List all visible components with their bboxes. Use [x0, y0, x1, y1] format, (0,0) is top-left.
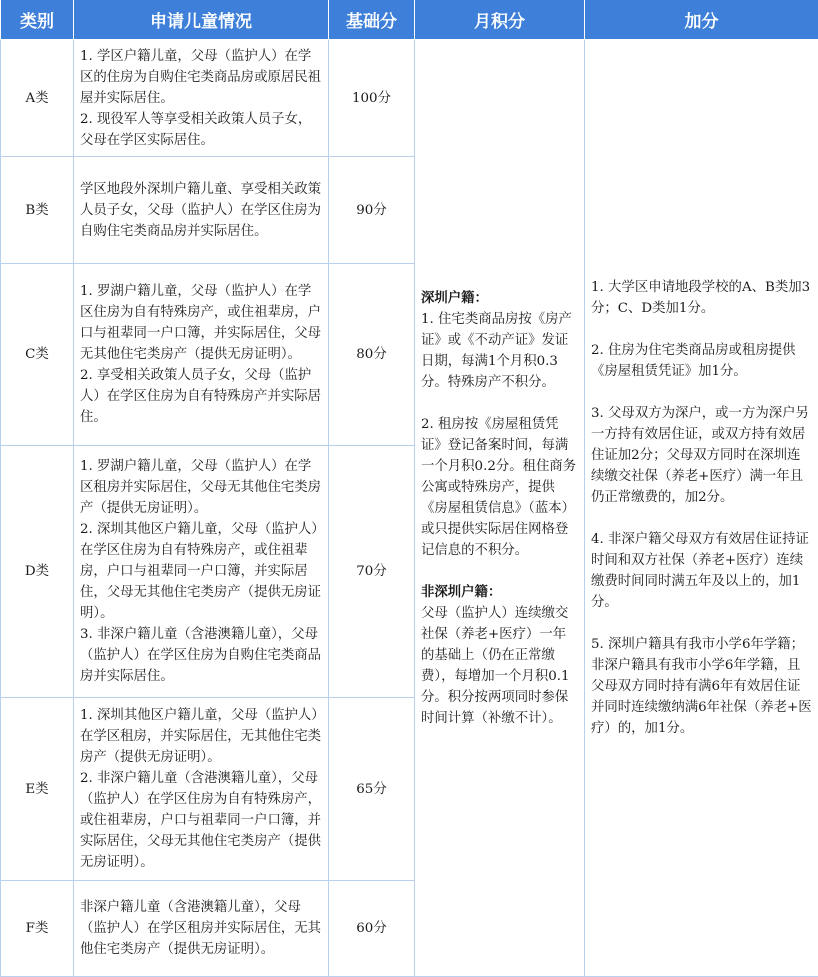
situation-cell: [74, 446, 329, 698]
situation-cell: [74, 157, 329, 264]
situation-cell: [74, 881, 329, 977]
bonus-item: 1. 大学区申请地段学校的A、B类加3分；C、D类加1分。: [591, 277, 812, 319]
header-row: [1, 0, 818, 40]
situation-item: 2. 深圳其他区户籍儿童，父母（监护人）在学区住房为自有特殊房产，或住祖辈房，户口与祖辈同一户口簿，并实际居住，父母无其他住宅类房产（提供无房证明）。: [80, 519, 322, 624]
situation-cell: [74, 698, 329, 881]
base-score-cell: 65分: [329, 698, 415, 881]
situation-item: 1. 罗湖户籍儿童，父母（监护人）在学区租房并实际居住，父母无其他住宅类房产（提供无房证明）。: [80, 456, 322, 519]
situation-item: 2. 享受相关政策人员子女，父母（监护人）在学区住房为自有特殊房产并实际居住。: [80, 365, 322, 428]
header-situation: 申请儿童情况: [74, 0, 329, 40]
base-score-cell: 100分: [329, 40, 415, 157]
header-category: 类别: [1, 0, 74, 40]
bonus-item: 5. 深圳户籍具有我市小学6年学籍；非深户籍具有我市小学6年学籍，且父母双方同时持有满6年有效居住证并同时连续缴纳满6年社保（养老+医疗）的，加1分。: [591, 634, 812, 739]
situation-item: 1. 深圳其他区户籍儿童，父母（监护人）在学区租房，并实际居住，无其他住宅类房产（提供无房证明）。: [80, 705, 322, 768]
situation-item: 2. 非深户籍儿童（含港澳籍儿童），父母（监护人）在学区住房为自有特殊房产，或住祖辈房，户口与祖辈同一户口簿，并实际居住，父母无其他住宅类房产（提供无房证明）。: [80, 768, 322, 873]
base-score-cell: 80分: [329, 264, 415, 446]
table-row: [1, 40, 818, 157]
shenzhen-title: 深圳户籍：: [421, 288, 578, 309]
situation-item: 学区地段外深圳户籍儿童、享受相关政策人员子女，父母（监护人）在学区住房为自购住宅类商品房并实际居住。: [80, 179, 322, 242]
situation-cell: [74, 264, 329, 446]
category-cell: B类: [1, 157, 74, 264]
header-bonus-points: 加分: [585, 0, 818, 40]
monthly-item: 1. 住宅类商品房按《房产证》或《不动产证》发证日期，每满1个月积0.3分。特殊房产不积分。: [421, 309, 578, 393]
category-cell: C类: [1, 264, 74, 446]
category-cell: F类: [1, 881, 74, 977]
situation-cell: [74, 40, 329, 157]
bonus-item: 3. 父母双方为深户，或一方为深户另一方持有效居住证，或双方持有效居住证加2分；父母双方同时在深圳连续缴交社保（养老+医疗）满一年且仍正常缴费的，加2分。: [591, 403, 812, 508]
non-shenzhen-title: 非深圳户籍：: [421, 582, 578, 603]
bonus-item: 2. 住房为住宅类商品房或租房提供《房屋租赁凭证》加1分。: [591, 340, 812, 382]
base-score-cell: 60分: [329, 881, 415, 977]
base-score-cell: 90分: [329, 157, 415, 264]
header-base-score: 基础分: [329, 0, 415, 40]
bonus-points-cell: [585, 40, 818, 977]
situation-item: 非深户籍儿童（含港澳籍儿童），父母（监护人）在学区租房并实际居住，无其他住宅类房产（提供无房证明）。: [80, 897, 322, 960]
header-monthly-points: 月积分: [415, 0, 585, 40]
situation-item: 2. 现役军人等享受相关政策人员子女，父母在学区实际居住。: [80, 109, 322, 151]
bonus-item: 4. 非深户籍父母双方有效居住证持证时间和双方社保（养老+医疗）连续缴费时间同时满五年及以上的，加1分。: [591, 529, 812, 613]
situation-item: 1. 罗湖户籍儿童，父母（监护人）在学区住房为自有特殊房产，或住祖辈房，户口与祖辈同一户口簿，并实际居住，父母无其他住宅类房产（提供无房证明）。: [80, 281, 322, 365]
category-cell: A类: [1, 40, 74, 157]
monthly-points-cell: [415, 40, 585, 977]
monthly-item: 父母（监护人）连续缴交社保（养老+医疗）一年的基础上（仍在正常缴费），每增加一个月积0.1分。积分按两项同时参保时间计算（补缴不计）。: [421, 603, 578, 729]
category-cell: E类: [1, 698, 74, 881]
monthly-item: 2. 租房按《房屋租赁凭证》登记备案时间，每满一个月积0.2分。租住商务公寓或特殊房产，提供《房屋租赁信息》（蓝本）或只提供实际居住网格登记信息的不积分。: [421, 414, 578, 561]
base-score-cell: 70分: [329, 446, 415, 698]
category-cell: D类: [1, 446, 74, 698]
situation-item: 3. 非深户籍儿童（含港澳籍儿童），父母（监护人）在学区住房为自购住宅类商品房并实际居住。: [80, 624, 322, 687]
situation-item: 1. 学区户籍儿童，父母（监护人）在学区的住房为自购住宅类商品房或原居民祖屋并实际居住。: [80, 46, 322, 109]
